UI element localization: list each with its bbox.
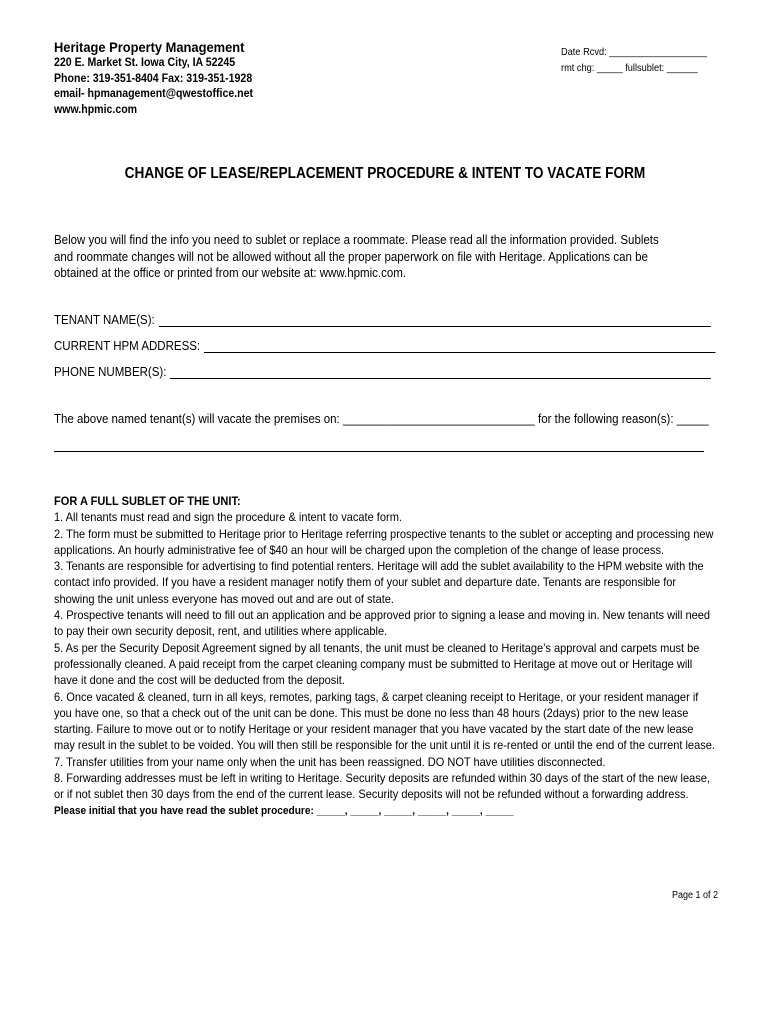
initial-prompt[interactable]: Please initial that you have read the sublet procedure: _____, _____, _____, _____, _____, _____ bbox=[54, 804, 514, 817]
date-received-field: Date Rcvd: ___________________ bbox=[561, 46, 707, 58]
current-address-line[interactable] bbox=[204, 340, 716, 353]
tenant-names-field[interactable] bbox=[54, 313, 710, 327]
company-name: Heritage Property Management bbox=[54, 39, 245, 55]
sublet-item-5: 5. As per the Security Deposit Agreement signed by all tenants, the unit must be cleaned to Heritage’s approval and carpets must be professionally cleaned. A paid receipt from the carpet cleaning company must be submitted to Heritage at move out or Heritage will have it done and the cost will be deducted from the deposit. bbox=[54, 640, 700, 688]
current-address-label: CURRENT HPM ADDRESS: bbox=[54, 339, 201, 353]
sublet-item-8: 8. Forwarding addresses must be left in writing to Heritage. Security deposits are refunded within 30 days of the start of the new lease, or if not sublet then 30 days from the end of the current lease. Security deposits will not be refunded without a forwarding address. bbox=[54, 771, 711, 802]
company-address: 220 E. Market St. Iowa City, IA 52245 bbox=[54, 57, 236, 69]
current-address-field[interactable] bbox=[54, 339, 715, 353]
company-phone: Phone: 319-351-8404 Fax: 319-351-1928 bbox=[54, 72, 253, 85]
page-number: Page 1 of 2 bbox=[672, 890, 719, 901]
sublet-heading: FOR A FULL SUBLET OF THE UNIT: bbox=[54, 494, 241, 508]
reason-line[interactable] bbox=[54, 451, 704, 452]
company-website: www.hpmic.com bbox=[54, 103, 138, 116]
sublet-item-7: 7. Transfer utilities from your name only when the unit has been reassigned. DO NOT have utilities disconnected. bbox=[54, 754, 606, 769]
intro-paragraph: Below you will find the info you need to sublet or replace a roommate. Please read all the information provided. Sublets and roommate changes will not be allowed without all the proper paperwork on file with Heritage. Applications can be obtained at the office or printed from our website at: www.hpmic.com. bbox=[54, 233, 659, 280]
sublet-item-2: 2. The form must be submitted to Heritage prior to Heritage referring prospective tenants to the sublet or accepting and processing new applications. An hourly administrative fee of $40 an hour will be charged upon the completion of the change of lease process. bbox=[54, 526, 714, 557]
phone-numbers-line[interactable] bbox=[170, 366, 711, 379]
sublet-item-1: 1. All tenants must read and sign the procedure & intent to vacate form. bbox=[54, 510, 402, 525]
vacate-prefix: The above named tenant(s) will vacate the premises on: bbox=[54, 412, 340, 426]
vacate-reason-label: for the following reason(s): _____ bbox=[538, 412, 709, 426]
vacate-statement bbox=[54, 412, 709, 426]
form-title: CHANGE OF LEASE/REPLACEMENT PROCEDURE & INTENT TO VACATE FORM bbox=[124, 165, 646, 182]
tenant-names-line[interactable] bbox=[158, 314, 710, 327]
company-contact bbox=[54, 56, 253, 118]
rmt-chg-field: rmt chg: _____ fullsublet: ______ bbox=[561, 62, 698, 74]
sublet-item-4: 4. Prospective tenants will need to fill out an application and be approved prior to signing a lease and moving in. New tenants will need to pay their own security deposit, rent, and utilities where applicable. bbox=[54, 608, 711, 639]
sublet-procedure bbox=[54, 493, 716, 819]
phone-numbers-label: PHONE NUMBER(S): bbox=[54, 365, 167, 379]
sublet-item-3: 3. Tenants are responsible for advertising to find potential renters. Heritage will add the sublet availability to the HPM website with the contact info provided. If you have a resident manager notify them of your sublet and departure date. Tenants are responsible for showing the unit unless everyone has moved out and are out of state. bbox=[54, 559, 704, 606]
tenant-names-label: TENANT NAME(S): bbox=[54, 313, 155, 327]
vacate-date-blank[interactable]: ______________________________ bbox=[342, 412, 535, 426]
sublet-item-6: 6. Once vacated & cleaned, turn in all keys, remotes, parking tags, & carpet cleaning receipt to Heritage, or your resident manager if you have one, so that a check out of the unit can be done. This must be done no less than 48 hours (2days) prior to the new lease starting. Failure to move out or to notify Heritage or your resident manager that you have vacated by the start date of the new lease may result in the sublet to be voided. You will then still be responsible for the unit until it is re-rented or until the end of the current lease. bbox=[54, 689, 715, 753]
company-email: email- hpmanagement@qwestoffice.net bbox=[54, 88, 254, 100]
phone-numbers-field[interactable] bbox=[54, 365, 711, 379]
office-use-block bbox=[561, 44, 707, 76]
